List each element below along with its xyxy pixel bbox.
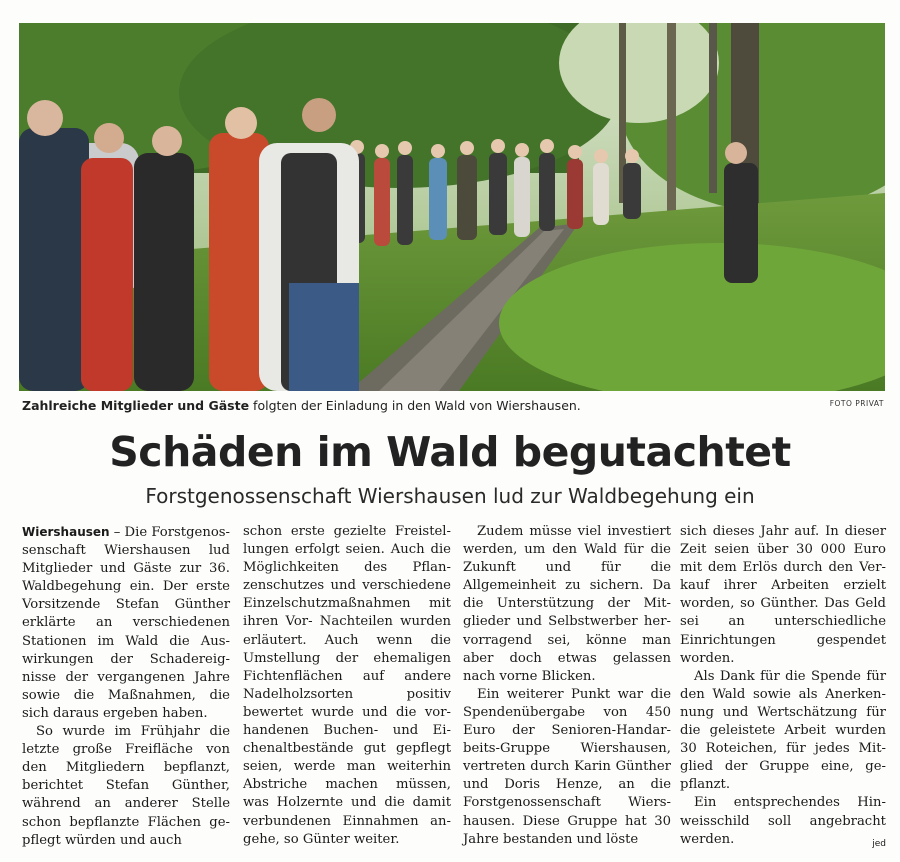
author-initials: jed <box>872 838 886 849</box>
caption-bold: Zahlreiche Mitglieder und Gäste <box>22 398 250 413</box>
photo-credit: FOTO PRIVAT <box>829 399 884 408</box>
article-column-4 <box>680 523 886 853</box>
paragraph-text: – Die Forstgenossenschaft Wiershausen lud Mitglieder und Gäste zur 36. Waldbegehung ein. Der erste Vorsitzende Stefan Günther erklärte an verschiedenen Stationen im Wald die Auswirkungen der Schadereignisse der vergangenen Jahre sowie die Maßnahmen, die sich daraus ergeben haben. <box>22 525 230 721</box>
article-column-1 <box>22 523 230 850</box>
paragraph: So wurde im Frühjahr die letzte große Freifläche von den Mitgliedern bepflanzt, berichtet Stefan Günther, während an anderer Stelle schon bepflanzte Flächen gepflegt würden und auch <box>22 724 230 848</box>
article-photo <box>19 23 885 391</box>
forest-group-photo-icon <box>19 23 885 391</box>
paragraph: Ein weiterer Punkt war die Spendenübergabe von 450 Euro der Senioren-Handarbeits-Gruppe Wiershausen, vertreten durch Karin Günther und Doris Henze, an die Forstgenossenschaft Wiershausen. Diese Gruppe hat 30 Jahre bestanden und löste <box>463 686 671 847</box>
photo-caption <box>22 398 782 413</box>
paragraph <box>680 794 886 848</box>
paragraph: schon erste gezielte Freistellungen erfolgt seien. Auch die Möglichkeiten des Pflanzenschutzes und verschiedene Einzelschutzmaßnahmen mit ihren Vor- Nachteilen wurden erläutert. Auch wenn die Umstellung der ehemaligen Fichtenflächen auf andere Nadelholzsorten positiv bewertet wurde und die vorhandenen Buchen- und Eichenaltbestände gut gepflegt seien, werde man weiterhin Abstriche machen müssen, was Holzernte und die damit verbundenen Einnahmen angehe, so Günter weiter. <box>243 524 451 847</box>
paragraph: Als Dank für die Spende für den Wald sowie als Anerkennung und Wertschätzung für die geleistete Arbeit wurden 30 Roteichen, für jedes Mitglied der Gruppe eine, gepflanzt. <box>680 668 886 793</box>
article-column-2 <box>243 523 451 849</box>
paragraph <box>22 523 230 723</box>
paragraph: sich dieses Jahr auf. In dieser Zeit seien über 30 000 Euro mit dem Erlös durch den Verkauf ihrer Arbeiten erzielt worden, so Günther. Das Geld sei an unterschiedliche Einrichtungen gespendet worden. <box>680 524 886 666</box>
subheadline: Forstgenossenschaft Wiershausen lud zur Waldbegehung ein <box>145 484 755 508</box>
article-column-3 <box>463 523 671 849</box>
paragraph-text: Ein entsprechendes Hinweisschild soll angebracht werden. <box>680 795 886 847</box>
dateline: Wiershausen <box>22 525 110 539</box>
paragraph: Zudem müsse viel investiert werden, um den Wald für die Zukunft und für die Allgemeinheit zu sichern. Da die Unterstützung der Mitglieder und Selbstwerber hervorragend sei, könne man aber doch etwas gelassen nach vorne Blicken. <box>463 524 671 684</box>
headline: Schäden im Wald begutachtet <box>109 428 791 476</box>
caption-text: folgten der Einladung in den Wald von Wiershausen. <box>249 398 581 413</box>
